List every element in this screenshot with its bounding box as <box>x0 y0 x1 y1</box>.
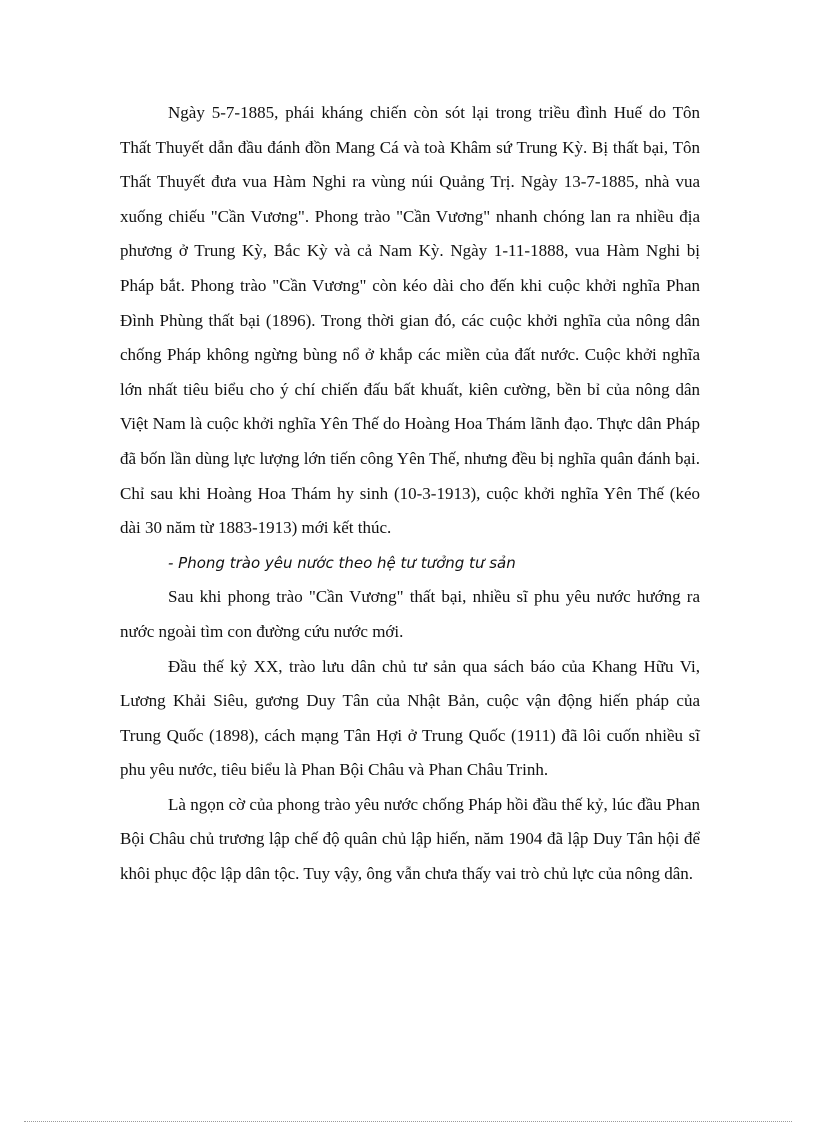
document-body <box>120 96 700 892</box>
paragraph-early-20th-century: Đầu thế kỷ XX, trào lưu dân chủ tư sản qua sách báo của Khang Hữu Vi, Lương Khải Siêu, gương Duy Tân của Nhật Bản, cuộc vận động hiến pháp của Trung Quốc (1898), cách mạng Tân Hợi ở Trung Quốc (1911) đã lôi cuốn nhiều sĩ phu yêu nước, tiêu biểu là Phan Bội Châu và Phan Châu Trinh. <box>120 656 700 780</box>
subheading-bourgeois-movement: - Phong trào yêu nước theo hệ tư tưởng tư sản <box>168 553 516 572</box>
paragraph-after-failure: Sau khi phong trào "Cần Vương" thất bại, nhiều sĩ phu yêu nước hướng ra nước ngoài tìm con đường cứu nước mới. <box>120 587 700 641</box>
paragraph-can-vuong: Ngày 5-7-1885, phái kháng chiến còn sót lại trong triều đình Huế do Tôn Thất Thuyết dẫn đầu đánh đồn Mang Cá và toà Khâm sứ Trung Kỳ. Bị thất bại, Tôn Thất Thuyết đưa vua Hàm Nghi ra vùng núi Quảng Trị. Ngày 13-7-1885, nhà vua xuống chiếu "Cần Vương". Phong trào "Cần Vương" nhanh chóng lan ra nhiều địa phương ở Trung Kỳ, Bắc Kỳ và cả Nam Kỳ. Ngày 1-11-1888, vua Hàm Nghi bị Pháp bắt. Phong trào "Cần Vương" còn kéo dài cho đến khi cuộc khởi nghĩa Phan Đình Phùng thất bại (1896). Trong thời gian đó, các cuộc khởi nghĩa của nông dân chống Pháp không ngừng bùng nổ ở khắp các miền của đất nước. Cuộc khởi nghĩa lớn nhất tiêu biểu cho ý chí chiến đấu bất khuất, kiên cường, bền bỉ của nông dân Việt Nam là cuộc khởi nghĩa Yên Thế do Hoàng Hoa Thám lãnh đạo. Thực dân Pháp đã bốn lần dùng lực lượng lớn tiến công Yên Thế, nhưng đều bị nghĩa quân đánh bại. Chỉ sau khi Hoàng Hoa Thám hy sinh (10-3-1913), cuộc khởi nghĩa Yên Thế (kéo dài 30 năm từ 1883-1913) mới kết thúc. <box>120 103 700 538</box>
page-bottom-border <box>24 1121 792 1122</box>
paragraph-phan-boi-chau: Là ngọn cờ của phong trào yêu nước chống Pháp hồi đầu thế kỷ, lúc đầu Phan Bội Châu chủ trương lập chế độ quân chủ lập hiến, năm 1904 đã lập Duy Tân hội để khôi phục độc lập dân tộc. Tuy vậy, ông vẫn chưa thấy vai trò chủ lực của nông dân. <box>120 794 700 884</box>
